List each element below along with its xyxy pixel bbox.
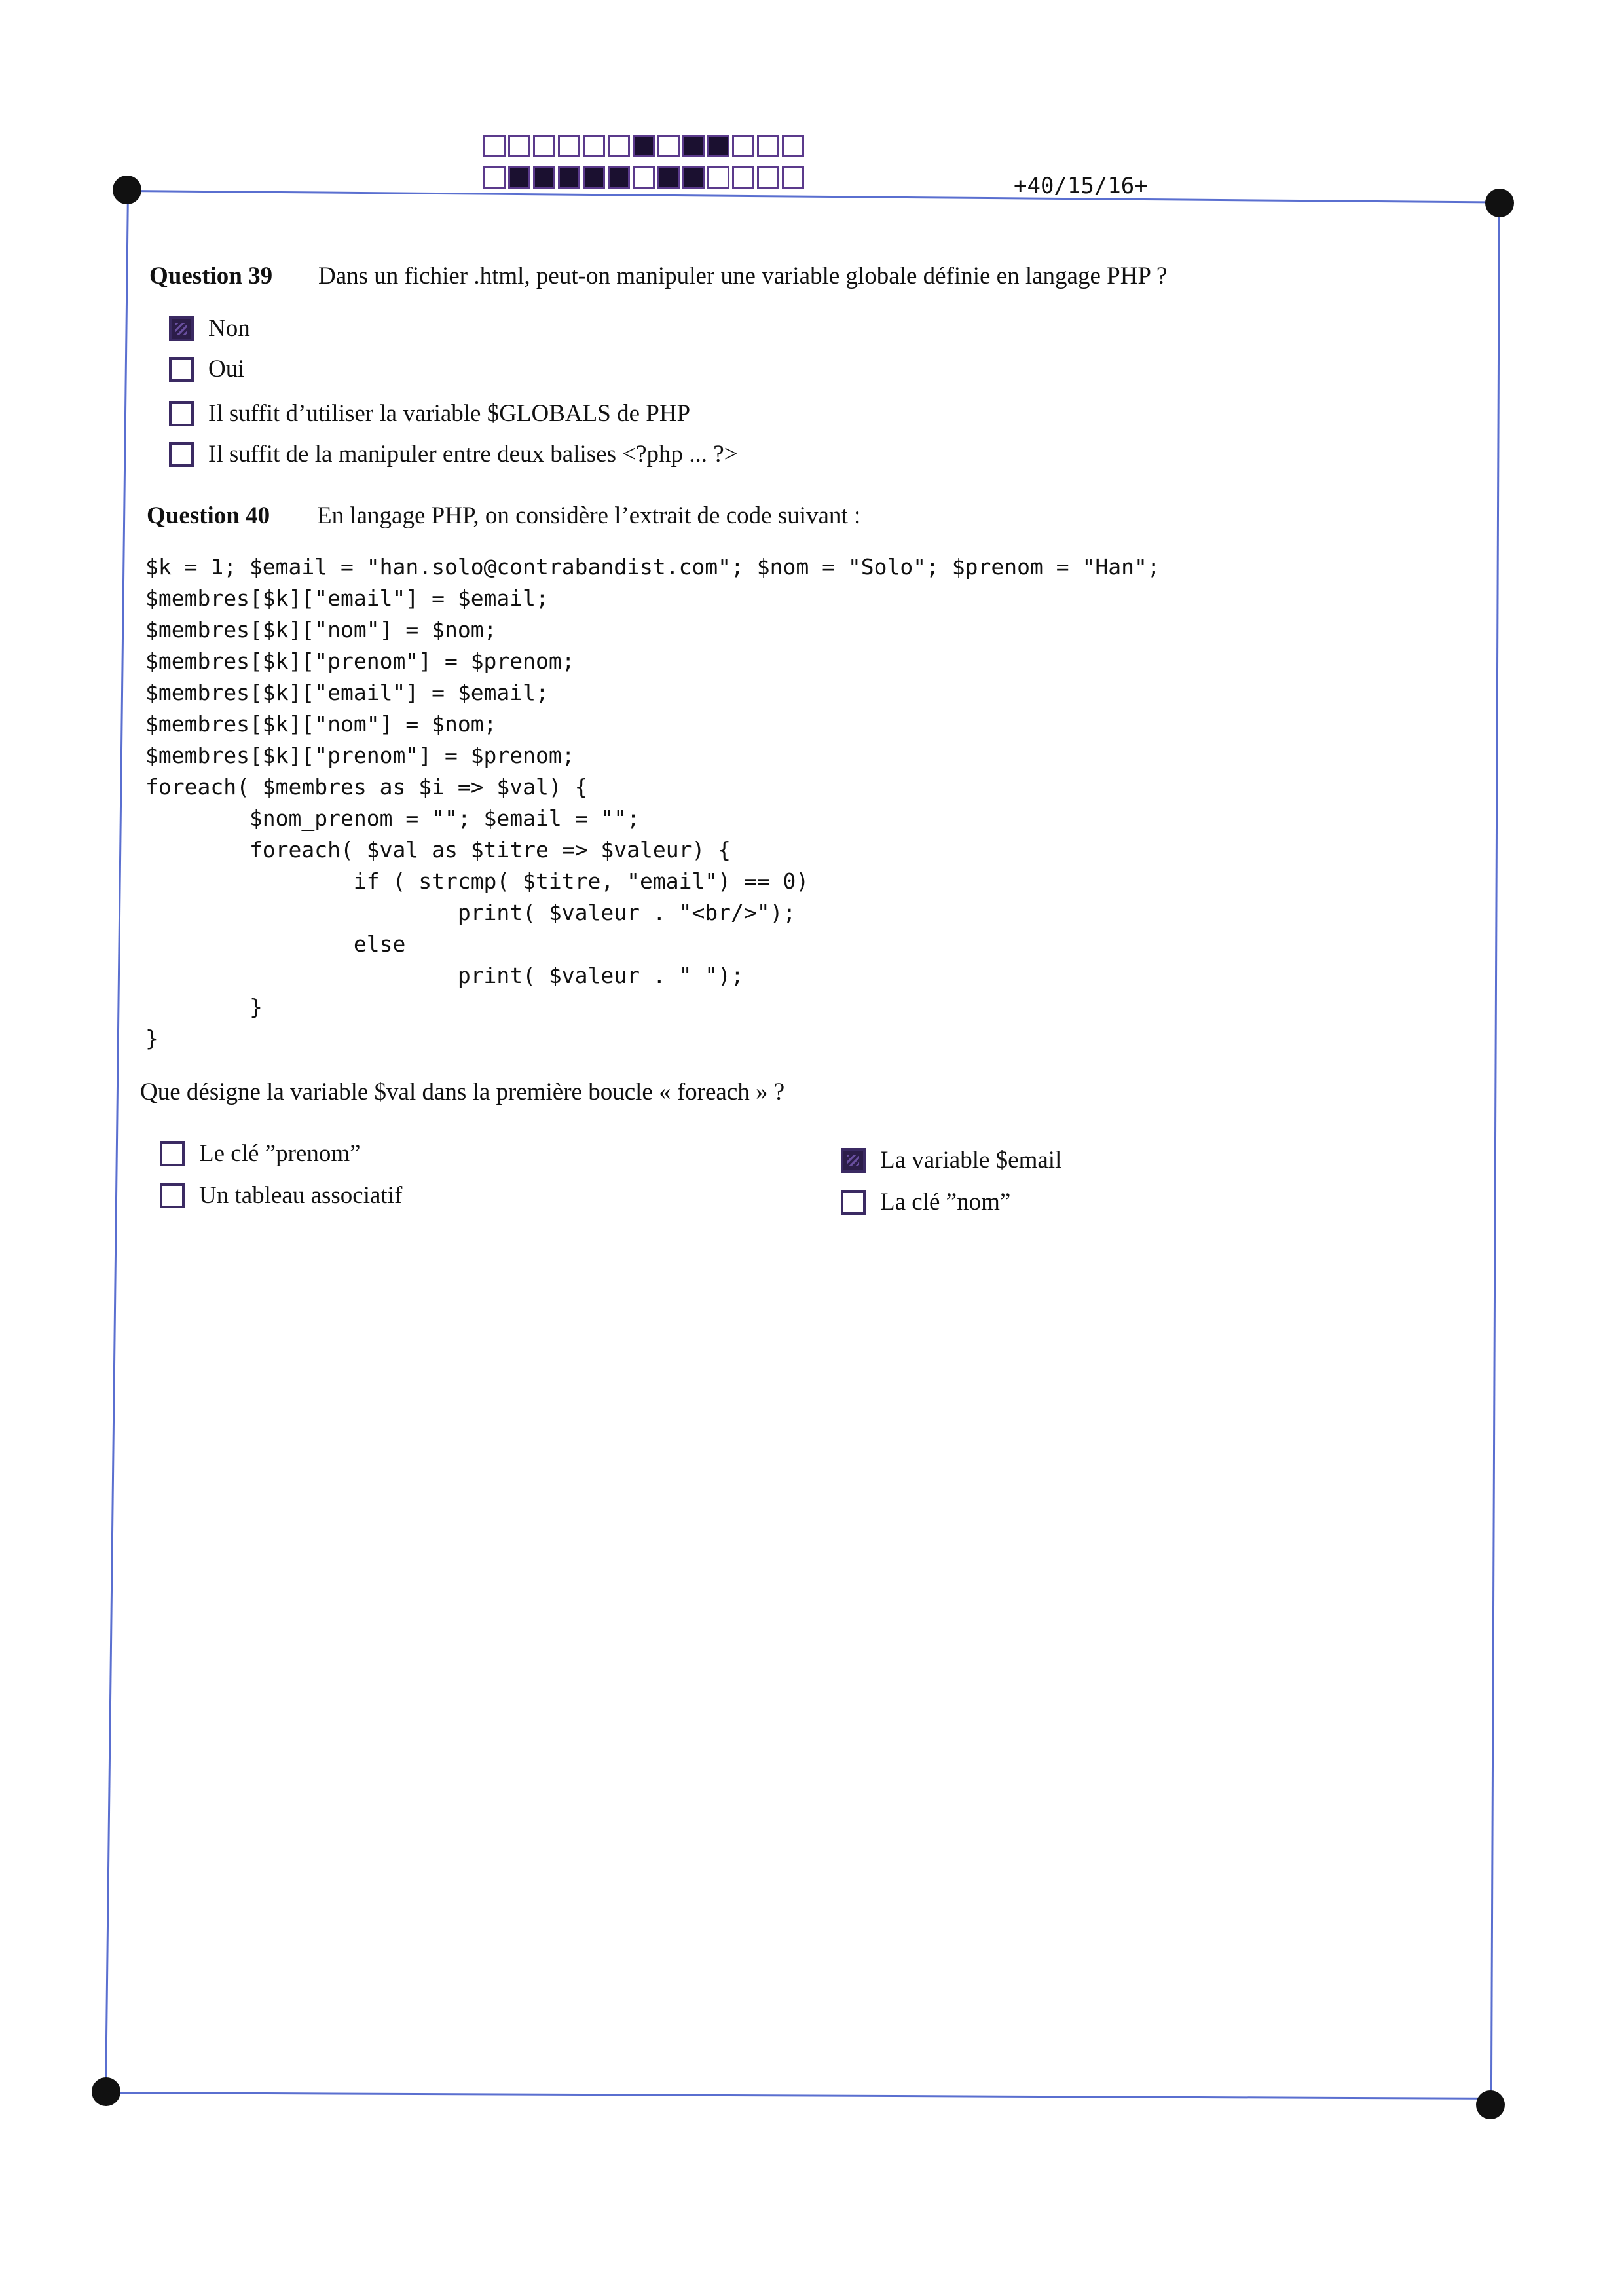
choice-label: Oui bbox=[208, 356, 245, 382]
q39-choice-balises[interactable] bbox=[169, 440, 738, 468]
frame-bottom-line bbox=[105, 2092, 1490, 2100]
q39-choice-non[interactable] bbox=[169, 314, 250, 343]
checkbox[interactable] bbox=[841, 1190, 866, 1215]
choice-label: Le clé ”prenom” bbox=[199, 1140, 361, 1167]
q40-question: Que désigne la variable $val dans la première boucle « foreach » ? bbox=[140, 1079, 785, 1105]
choice-label: Il suffit de la manipuler entre deux balises <?php ... ?> bbox=[208, 441, 738, 468]
checkbox[interactable] bbox=[841, 1148, 866, 1173]
code-box bbox=[757, 135, 779, 157]
question-number: Question 40 bbox=[147, 502, 270, 529]
frame-right-line bbox=[1490, 202, 1500, 2097]
code-box bbox=[633, 166, 655, 189]
code-row-1 bbox=[483, 135, 807, 157]
q40-choice-cle-prenom[interactable] bbox=[160, 1139, 361, 1168]
corner-marker-top-left bbox=[113, 176, 141, 204]
q40-choice-tableau[interactable] bbox=[160, 1181, 402, 1210]
q40-choice-cle-nom[interactable] bbox=[841, 1188, 1010, 1216]
code-box bbox=[657, 135, 680, 157]
code-box bbox=[508, 166, 530, 189]
code-box bbox=[583, 135, 605, 157]
code-box bbox=[732, 135, 754, 157]
code-box bbox=[782, 135, 804, 157]
checkbox[interactable] bbox=[169, 442, 194, 467]
checkbox[interactable] bbox=[169, 401, 194, 426]
choice-label: Un tableau associatif bbox=[199, 1182, 403, 1209]
code-box bbox=[707, 166, 729, 189]
corner-marker-top-right bbox=[1485, 189, 1514, 217]
frame-top-line bbox=[127, 190, 1500, 204]
code-box bbox=[608, 135, 630, 157]
checkbox[interactable] bbox=[160, 1141, 185, 1166]
question-39-header bbox=[149, 262, 1167, 290]
q39-choice-globals[interactable] bbox=[169, 399, 690, 428]
code-box bbox=[682, 166, 705, 189]
code-box bbox=[558, 166, 580, 189]
code-box bbox=[732, 166, 754, 189]
code-box bbox=[533, 166, 555, 189]
code-box bbox=[508, 135, 530, 157]
code-box bbox=[483, 135, 506, 157]
frame-left-line bbox=[105, 190, 129, 2092]
code-box bbox=[533, 135, 555, 157]
exam-id: +40/15/16+ bbox=[1014, 173, 1148, 199]
question-number: Question 39 bbox=[149, 263, 273, 289]
code-box bbox=[757, 166, 779, 189]
code-box bbox=[707, 135, 729, 157]
code-box bbox=[633, 135, 655, 157]
q40-choice-email[interactable] bbox=[841, 1146, 1061, 1174]
question-text: Dans un fichier .html, peut-on manipuler une variable globale définie en langage PHP ? bbox=[318, 263, 1168, 289]
checkbox[interactable] bbox=[160, 1183, 185, 1208]
question-40-header bbox=[147, 502, 860, 530]
choice-label: La clé ”nom” bbox=[880, 1189, 1011, 1215]
code-box bbox=[682, 135, 705, 157]
corner-marker-bottom-right bbox=[1476, 2090, 1505, 2119]
choice-label: La variable $email bbox=[880, 1147, 1062, 1174]
q39-choice-oui[interactable] bbox=[169, 355, 245, 383]
corner-marker-bottom-left bbox=[92, 2077, 120, 2106]
choice-label: Non bbox=[208, 315, 250, 342]
code-box bbox=[483, 166, 506, 189]
checkbox[interactable] bbox=[169, 316, 194, 341]
code-row-2 bbox=[483, 166, 807, 189]
choice-label: Il suffit d’utiliser la variable $GLOBALS de PHP bbox=[208, 400, 691, 427]
code-box bbox=[782, 166, 804, 189]
code-box bbox=[583, 166, 605, 189]
checkbox[interactable] bbox=[169, 357, 194, 382]
code-box bbox=[558, 135, 580, 157]
question-text: En langage PHP, on considère l’extrait de code suivant : bbox=[317, 502, 861, 529]
code-box bbox=[608, 166, 630, 189]
code-box bbox=[657, 166, 680, 189]
code-snippet: $k = 1; $email = "han.solo@contrabandist.com"; $nom = "Solo"; $prenom = "Han"; $membres[$k]["email"] = $email; $membres[$k]["nom"] = $nom; $membres[$k]["prenom"] = $prenom; $membres[$k]["email"] = $email; $membres[$k]["nom"] = $nom; $membres[$k]["prenom"] = $prenom; foreach( $membres as $i => $val) { $nom_prenom = ""; $email = ""; foreach( $val as $titre => $valeur) { if ( strcmp( $titre, "email") == 0) print( $valeur . "<br/>"); else print( $valeur . " "); } } bbox=[145, 554, 1160, 1051]
